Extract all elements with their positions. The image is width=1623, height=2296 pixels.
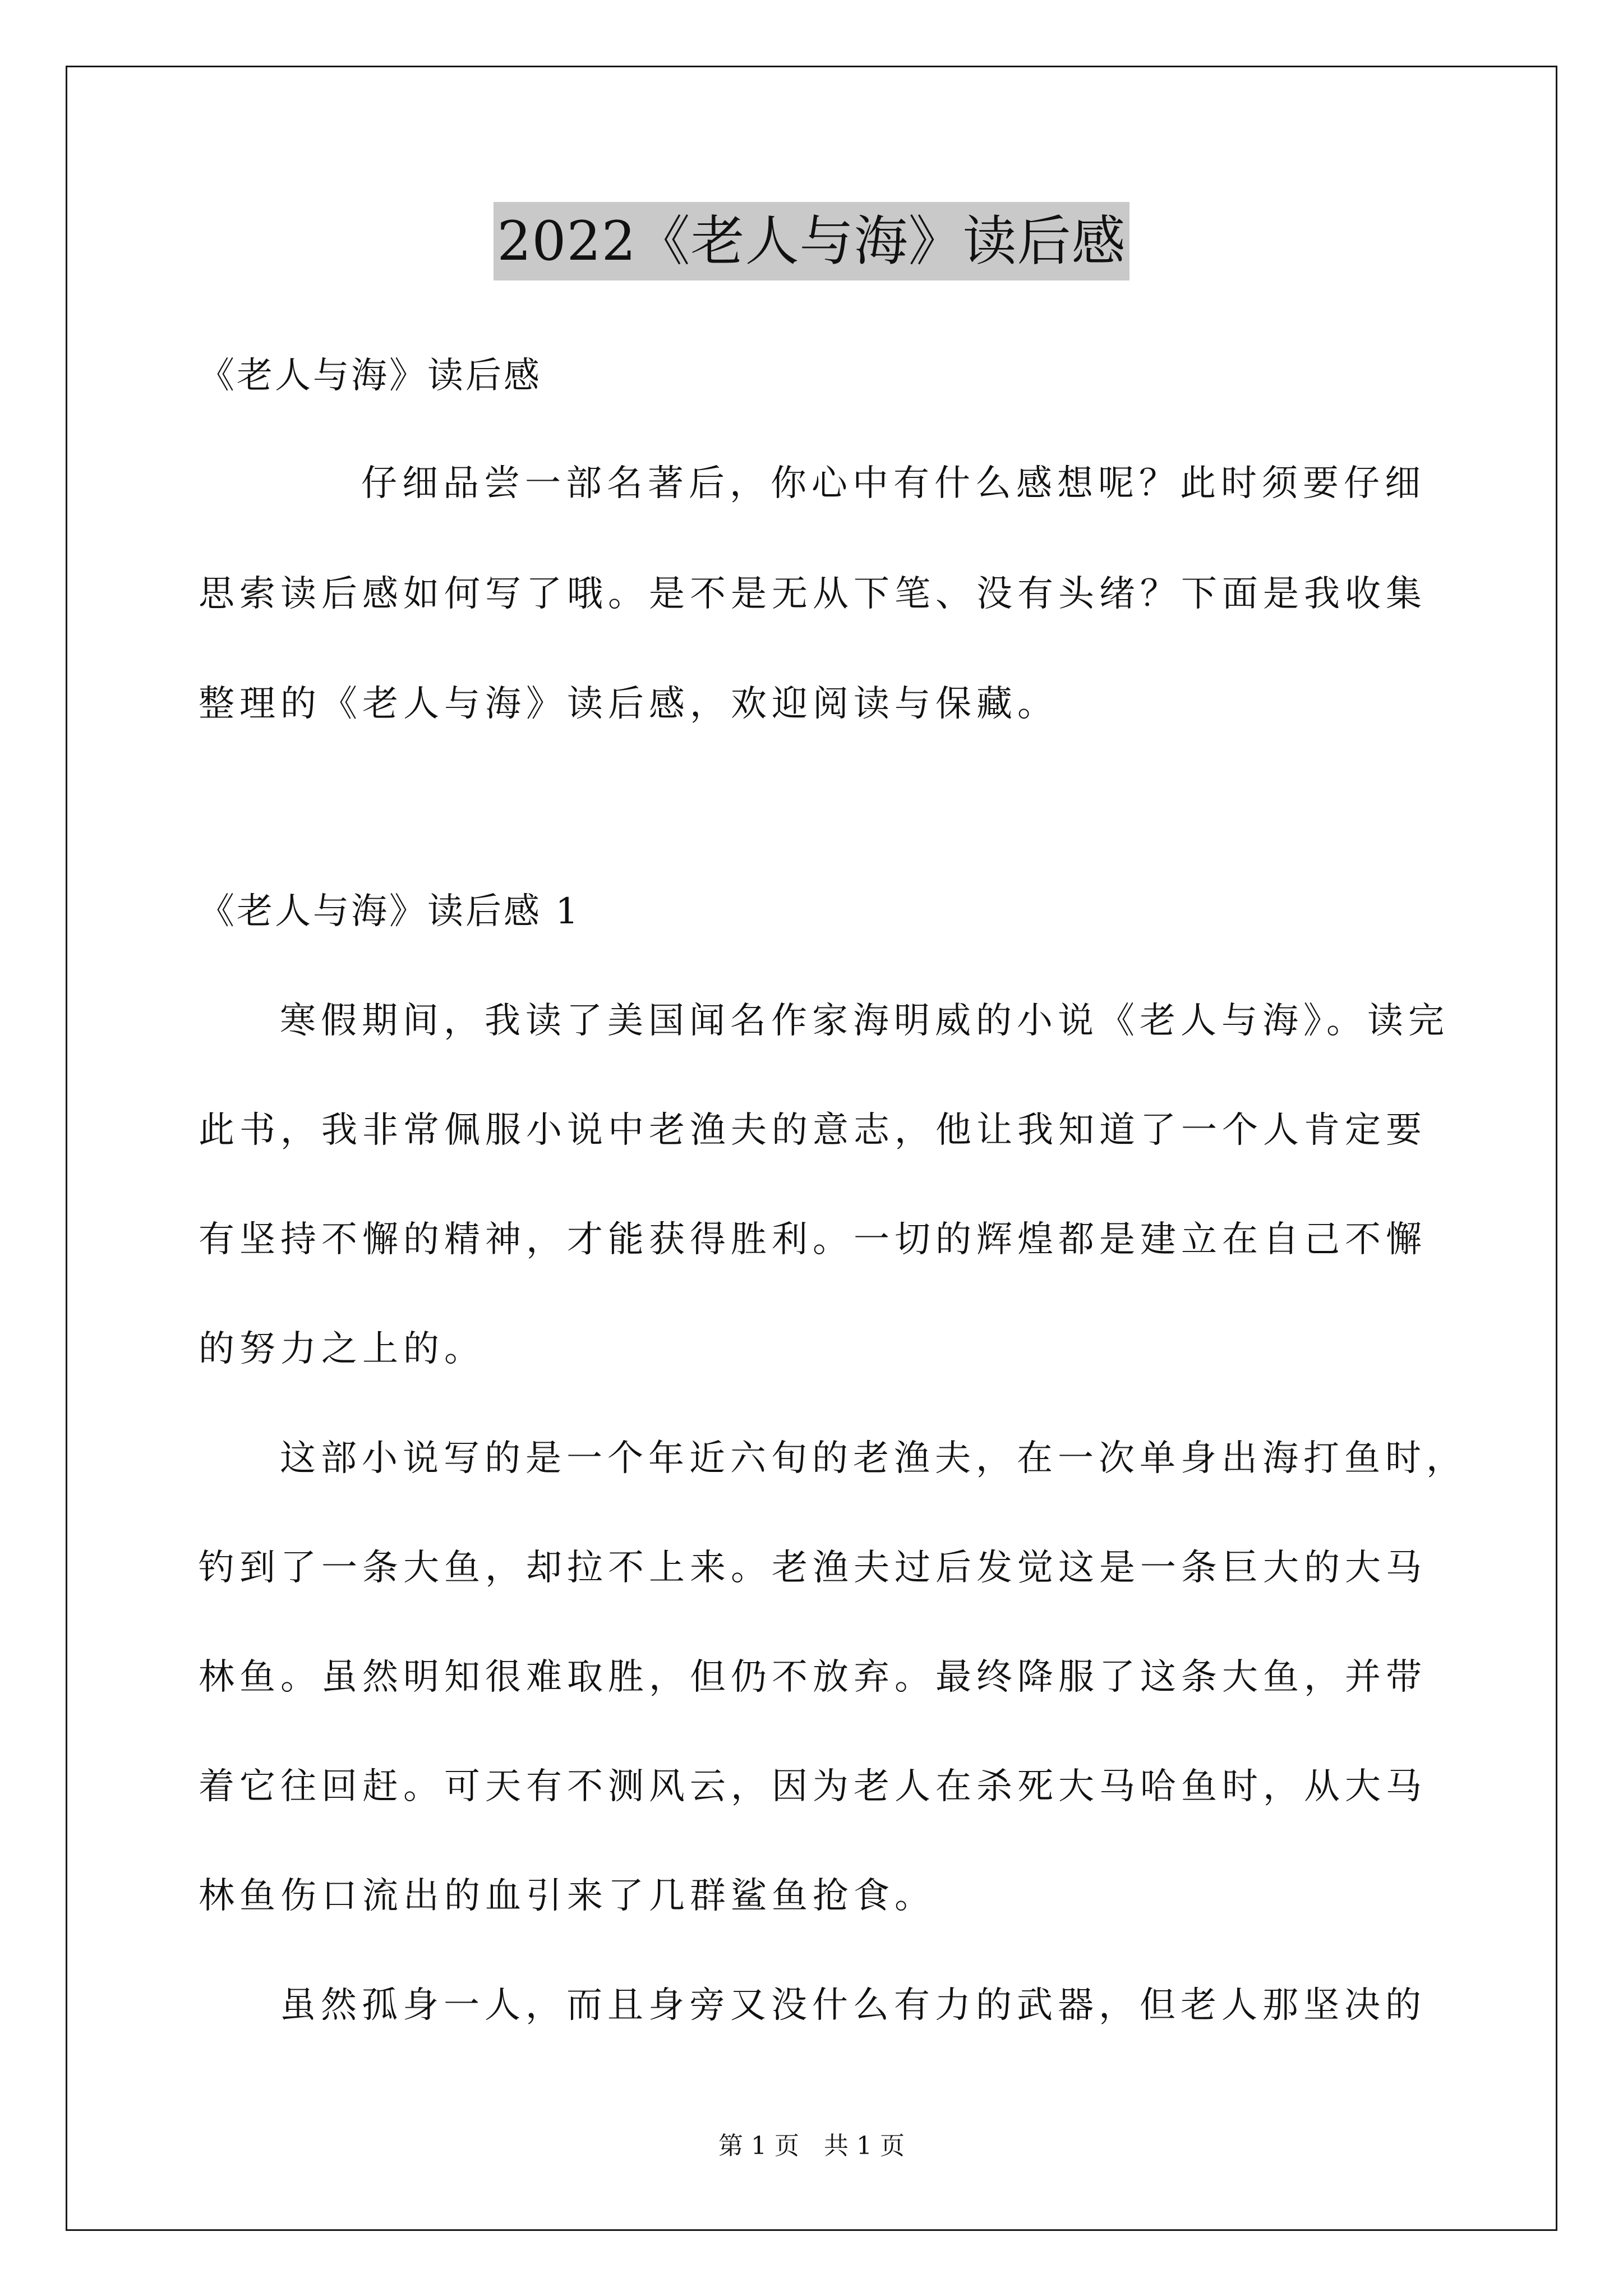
- intro-line-1: 仔细品尝一部名著后，你心中有什么感想呢？此时须要仔细: [361, 463, 1426, 504]
- paragraph2-line-4: 着它往回赶。可天有不测风云，因为老人在杀死大马哈鱼时，从大马: [199, 1766, 1427, 1807]
- document-title: 2022《老人与海》读后感: [494, 202, 1129, 280]
- title-block: [0, 202, 1623, 280]
- paragraph2-line-1: 这部小说写的是一个年近六旬的老渔夫，在一次单身出海打鱼时，: [280, 1438, 1467, 1479]
- paragraph1-line-3: 有坚持不懈的精神，才能获得胜利。一切的辉煌都是建立在自己不懈: [199, 1219, 1427, 1260]
- paragraph1-line-4: 的努力之上的。: [199, 1328, 485, 1370]
- intro-line-3: 整理的《老人与海》读后感，欢迎阅读与保藏。: [199, 683, 1058, 725]
- document-subtitle: 《老人与海》读后感: [199, 355, 542, 397]
- paragraph3-line-1: 虽然孤身一人，而且身旁又没什么有力的武器，但老人那坚决的: [280, 1985, 1426, 2026]
- paragraph1-line-2: 此书，我非常佩服小说中老渔夫的意志，他让我知道了一个人肯定要: [199, 1110, 1427, 1151]
- paragraph1-line-1: 寒假期间，我读了美国闻名作家海明威的小说《老人与海》。读完: [280, 1000, 1449, 1042]
- paragraph2-line-5: 林鱼伤口流出的血引来了几群鲨鱼抢食。: [199, 1875, 935, 1917]
- paragraph2-line-2: 钓到了一条大鱼，却拉不上来。老渔夫过后发觉这是一条巨大的大马: [199, 1547, 1427, 1589]
- section-heading: 《老人与海》读后感 1: [199, 891, 581, 932]
- paragraph2-line-3: 林鱼。虽然明知很难取胜，但仍不放弃。最终降服了这条大鱼，并带: [199, 1657, 1427, 1698]
- page-footer: 第 1 页 共 1 页: [718, 2132, 905, 2160]
- intro-line-2: 思索读后感如何写了哦。是不是无从下笔、没有头绪？下面是我收集: [199, 573, 1427, 615]
